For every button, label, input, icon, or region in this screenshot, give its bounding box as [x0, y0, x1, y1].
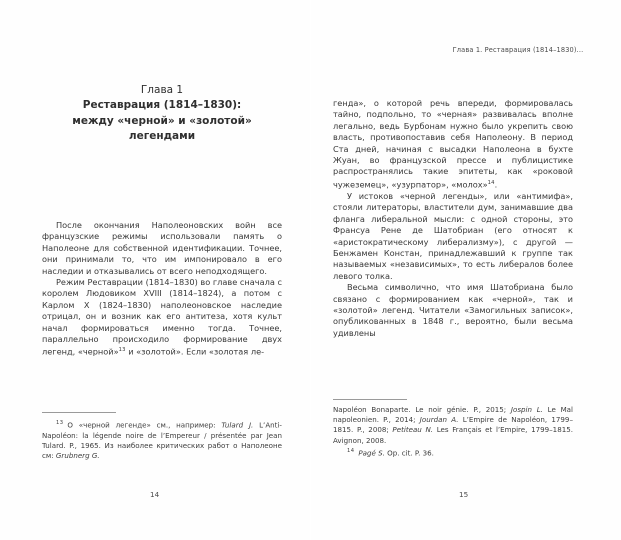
- paragraph: После окончания Наполеоновских войн все французские режимы использовали память о Наполеоне для собственной идентификации. Точнее, они принимали то, что им импонировало в его наследии и отказывались от всего неподходящего.: [42, 220, 282, 276]
- chapter-title-sub: между «черной» и «золотой» легендами: [72, 114, 252, 142]
- footnote-text: Le Mal napoleonien. P., 2014;: [333, 405, 574, 425]
- chapter-title-block: [42, 83, 282, 145]
- left-page: [0, 0, 310, 540]
- footnote-citation-author: Pagé S.: [358, 448, 385, 458]
- footnote-ref-14[interactable]: 14: [487, 179, 495, 186]
- footnote-ref-13[interactable]: 13: [118, 347, 126, 354]
- left-page-footnotes: [42, 418, 282, 461]
- left-page-body: [42, 220, 282, 359]
- footnote-marker: 13: [56, 420, 64, 426]
- page-number-right: 15: [459, 490, 469, 499]
- footnote-rule: [42, 412, 116, 413]
- paragraph: [42, 277, 282, 359]
- chapter-title-main: Реставрация (1814–1830):: [82, 99, 242, 111]
- paragraph-text-tail: и «золотой». Если «золотая ле-: [125, 347, 265, 358]
- footnote-citation-author: Jourdan A.: [419, 415, 459, 425]
- footnote-citation-author: Jospin L.: [510, 405, 543, 414]
- paragraph: У истоков «черной легенды», или «антимифа», стояли литераторы, властители дум, занимавшие два фланга либеральной мысли: с одной стороны, это Франсуа Рене де Шатобриан (его относят к «аристократическому либерализму»), с другой — Бенжамен Констан, принадлежавший к группе так называемых «независимых», то есть либералов более левого толка.: [333, 190, 573, 281]
- footnote-rule: [333, 399, 407, 400]
- footnote-text: Napoléon Bonaparte. Le noir génie. P., 2015;: [333, 405, 511, 414]
- footnote-item-continued: [333, 405, 573, 446]
- paragraph-text: Режим Реставрации (1814–1830) во главе сначала с королем Людовиком XVIII (1814–1824), а потом с Карлом X (1824–1830) наполеоновское наследие отрицал, он и возник как его антитеза, хотя культ начал формироваться именно тогда. Точнее, параллельно происходило формирование двух легенд, «черной»: [42, 277, 282, 358]
- footnote-text: L’Anti-Napoléon: la légende noire de l’Empereur / présentée par Jean Tulard. P., 1965. Из наиболее критических работ о Наполеоне см:: [42, 420, 282, 460]
- paragraph-text: генда», о которой речь впереди, формировалась тайно, подпольно, то «черная» развивалась вполне легально, ведь Бурбонам нужно было укрепить свою власть, противопоставив себя Наполеону. В период Ста дней, начиная с высадки Наполеона в бухте Жуан, во французской прессе и публицистике распространялись такие эпитеты, как «роковой чужеземец», «узурпатор», «молох»: [333, 98, 573, 190]
- footnote-text: Les Français et l’Empire, 1799–1815. Avignon, 2008.: [333, 425, 573, 445]
- footnote-text: О «черной легенде» см., например:: [67, 420, 222, 430]
- paragraph: Весьма символично, что имя Шатобриана было связано с формированием как «черной», так и «золотой» легенд. Читатели «Замогильных записок», опубликованных в 1848 г., вероятно, были весьма удивлены: [333, 282, 573, 338]
- footnote-text: L’Empire de Napoléon, 1799–1815. P., 2008;: [333, 415, 573, 435]
- running-header: Глава 1. Реставрация (1814–1830)...: [452, 46, 584, 54]
- footnote-marker: 14: [347, 447, 355, 454]
- page-number-left: 14: [150, 490, 160, 499]
- right-page-footnotes: [333, 405, 573, 458]
- footnote-citation-author: Tulard J.: [221, 420, 254, 430]
- right-page: [311, 0, 621, 540]
- footnote-citation-author: Petiteau N.: [392, 425, 434, 435]
- footnote-item: [42, 418, 282, 461]
- right-page-body: [333, 98, 573, 339]
- chapter-number: Глава 1: [140, 84, 184, 96]
- footnote-text: Op. cit. P. 36.: [384, 448, 434, 458]
- footnote-citation-author: Grubnerg G.: [55, 450, 100, 460]
- paragraph: генда», о которой речь впереди, формировалась тайно, подпольно, то «черная» развивалась вполне легально, ведь Бурбонам нужно было укрепить свою власть, противопоставив себя Наполеону. В период Ста дней, начиная с высадки Наполеона в бухте Жуан, во французской прессе и публицистике распространялись такие эпитеты, как «роковой чужеземец», «узурпатор», «молох»$^{14}$.: [333, 98, 573, 190]
- footnote-item: [333, 446, 573, 459]
